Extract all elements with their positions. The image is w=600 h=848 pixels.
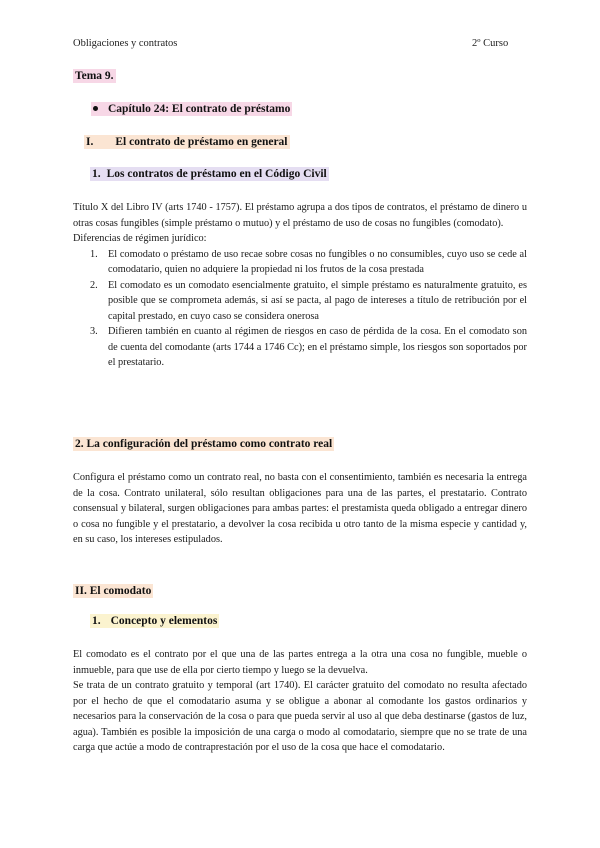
- list-item: 1. El comodato o préstamo de uso recae sobre cosas no fungibles o no consumibles, cuyo uso se cede al comodatario, quien no adquiere la propiedad ni los frutos de la cosa prestada: [90, 248, 527, 275]
- tema-title: Tema 9.: [75, 70, 114, 82]
- paragraph-comodato-def: El comodato es el contrato por el que una de las partes entrega a la otra una cosa no fungible, mueble o inmueble, para que use de ella por cierto tiempo y luego se la devuelva.: [73, 649, 527, 676]
- sub1-heading: [90, 168, 329, 180]
- differences-list: [73, 247, 527, 371]
- paragraph-real: Configura el préstamo como un contrato real, no basta con el consentimiento, también es necesaria la entrega de la cosa. Contrato unilateral, sólo resultan obligaciones para una de las partes, el prestatario. Contrato consensual y bilateral, surgen obligaciones para ambas partes: el prestamista queda obligado a entregar dinero o cosa no fungible y el prestatario, a devolver la cosa recibida u otro tanto de la misma especie y cantidad y, en su caso, los intereses estipulados.: [73, 472, 527, 545]
- sub3-number: 1.: [92, 615, 101, 627]
- list-item: 2. El comodato es un comodato esencialmente gratuito, el simple préstamo es naturalmente gratuito, es posible que se comprometa además, si así se pacta, al pago de intereses a título de retribución por el capital prestado, en cuyo caso se considera onerosa: [90, 279, 527, 322]
- capitulo-title: Capítulo 24: El contrato de préstamo: [108, 103, 291, 115]
- diferencias-label: Diferencias de régimen jurídico:: [73, 233, 207, 244]
- sub2-heading: [73, 438, 334, 450]
- section1-number: I.: [86, 136, 94, 148]
- body-block-2: [73, 470, 527, 548]
- list-item: 3. Difieren también en cuanto al régimen de riesgos en caso de pérdida de la cosa. En el comodato son de cuenta del comodante (arts 1744 a 1746 Cc); en el préstamo simple, los riesgos son soportados por el prestatario.: [90, 326, 527, 368]
- paragraph-comodato-gratuito: Se trata de un contrato gratuito y temporal (art 1740). El carácter gratuito del comodato no resulta afectado por el hecho de que el comodatario asuma y se obligue a abonar al comodante los gastos ordinarios y necesarios para la conservación de la cosa o para que pueda servir al uso al que deba destinarse (gastos de luz, agua). También es posible la imposición de una carga o modo al comodatario, siempre que no se trate de una carga que actúe a modo de contraprestación por el uso de la cosa que hace el comodatario.: [73, 680, 527, 753]
- tema-heading: [73, 70, 116, 82]
- body-block-3: [73, 647, 527, 756]
- section2-title: II. El comodato: [75, 585, 152, 597]
- section1-heading: [84, 136, 290, 148]
- body-block-1: [73, 200, 527, 371]
- sub3-heading: [90, 615, 219, 627]
- capitulo-heading: [91, 103, 292, 115]
- section2-heading: [73, 585, 153, 597]
- section1-title: El contrato de préstamo en general: [115, 136, 288, 148]
- bullet-icon: [93, 106, 98, 111]
- sub3-title: Concepto y elementos: [110, 615, 218, 627]
- sub2-title: 2. La configuración del préstamo como contrato real: [75, 438, 333, 450]
- paragraph-intro: Título X del Libro IV (arts 1740 - 1757). El préstamo agrupa a dos tipos de contratos, el préstamo de dinero u otras cosas fungibles (simple préstamo o mutuo) y el préstamo de uso de cosas no fungibles (comodato).: [73, 202, 527, 229]
- sub1-title: Los contratos de préstamo en el Código Civil: [106, 168, 327, 180]
- header-course: 2º Curso: [472, 38, 509, 49]
- sub1-number: 1.: [92, 168, 101, 180]
- header-subject: Obligaciones y contratos: [73, 38, 178, 49]
